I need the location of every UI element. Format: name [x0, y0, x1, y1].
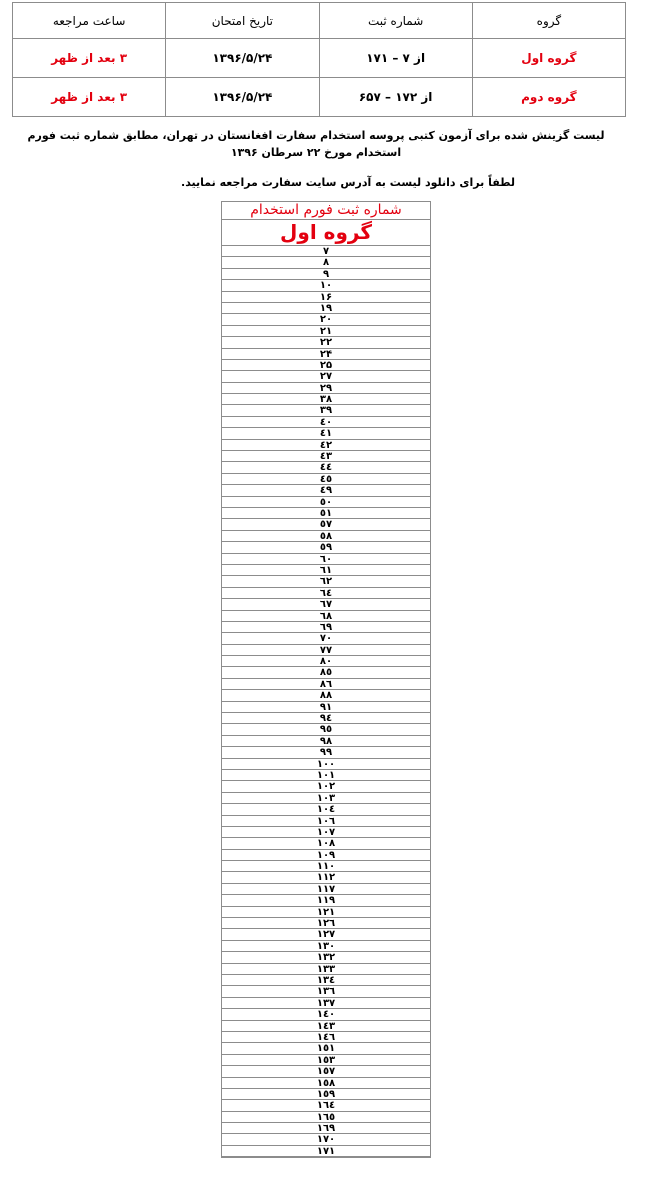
list-item: ۷۷ — [222, 645, 430, 656]
header-reg-number: شماره ثبت — [319, 3, 472, 39]
list-item: ۱٦٥ — [222, 1112, 430, 1123]
list-item: ۹۹ — [222, 747, 430, 758]
cell-time: ۳ بعد از ظهر — [13, 39, 166, 78]
list-item: ۲۲ — [222, 337, 430, 348]
list-item: ٥۹ — [222, 542, 430, 553]
cell-exam-date: ۱۳۹۶/۵/۲۴ — [166, 78, 319, 117]
list-item: ٦۹ — [222, 622, 430, 633]
list-item: ٤٤ — [222, 462, 430, 473]
list-item: ۱۳٦ — [222, 986, 430, 997]
list-item: ۹۸ — [222, 736, 430, 747]
list-item: ۳۹ — [222, 405, 430, 416]
list-item: ۱۳۳ — [222, 964, 430, 975]
list-item: ٤۳ — [222, 451, 430, 462]
list-item: ٥۱ — [222, 508, 430, 519]
list-item: ۱۷۰ — [222, 1134, 430, 1145]
cell-reg-number: از ۷ – ۱۷۱ — [319, 39, 472, 78]
list-item: ۹٥ — [222, 724, 430, 735]
registration-list — [221, 201, 431, 1158]
list-item: ۱۱۰ — [222, 861, 430, 872]
cell-group: گروه اول — [472, 39, 625, 78]
list-item: ۱۰٦ — [222, 816, 430, 827]
list-item: ٦۰ — [222, 554, 430, 565]
list-item: ٥۰ — [222, 497, 430, 508]
list-item: ۸۰ — [222, 656, 430, 667]
list-item: ۱٤۳ — [222, 1021, 430, 1032]
notice-text: لیست گزینش شده برای آزمون کتبی پروسه استخدام سفارت افغانستان در تهران، مطابق شماره ثبت فورم استخدام مورخ ۲۲ سرطان ۱۳۹۶ — [27, 129, 605, 159]
list-item: ۷ — [222, 246, 430, 257]
list-item: ۱۱۲ — [222, 872, 430, 883]
list-item: ۱۲٦ — [222, 918, 430, 929]
list-item: ۱۷۱ — [222, 1146, 430, 1157]
number-list — [221, 245, 431, 1158]
list-item: ۱۱۷ — [222, 884, 430, 895]
list-item: ٦۱ — [222, 565, 430, 576]
list-item: ٥۸ — [222, 531, 430, 542]
list-item: ۳۸ — [222, 394, 430, 405]
list-item: ۸٦ — [222, 679, 430, 690]
list-item: ۱٥۷ — [222, 1066, 430, 1077]
list-item: ٦٤ — [222, 588, 430, 599]
list-item: ۱۰۳ — [222, 793, 430, 804]
list-item: ۲۵ — [222, 360, 430, 371]
list-item: ۸ — [222, 257, 430, 268]
list-item: ٦۷ — [222, 599, 430, 610]
list-item: ۱۰٤ — [222, 804, 430, 815]
list-item: ۱۱۹ — [222, 895, 430, 906]
list-item: ۱٥۳ — [222, 1055, 430, 1066]
schedule-table — [12, 2, 626, 117]
list-item: ۱٥۹ — [222, 1089, 430, 1100]
list-item: ۱٥۱ — [222, 1043, 430, 1054]
table-row — [13, 39, 626, 78]
list-item: ۹۱ — [222, 702, 430, 713]
list-item: ۲۱ — [222, 326, 430, 337]
list-item: ۱۹ — [222, 303, 430, 314]
list-item: ۲۰ — [222, 314, 430, 325]
list-item: ٤۹ — [222, 485, 430, 496]
list-item: ۸٥ — [222, 667, 430, 678]
list-item: ۱۰۰ — [222, 759, 430, 770]
list-item: ۱۲۱ — [222, 907, 430, 918]
list-item: ۱٤٦ — [222, 1032, 430, 1043]
list-item: ٤۲ — [222, 440, 430, 451]
list-item: ۱۳۷ — [222, 998, 430, 1009]
cell-reg-number: از ۱۷۲ – ۶۵۷ — [319, 78, 472, 117]
list-item: ۱۰۸ — [222, 838, 430, 849]
list-item: ۸۸ — [222, 690, 430, 701]
list-item: ۱۰ — [222, 280, 430, 291]
list-item: ۲۷ — [222, 371, 430, 382]
list-header — [221, 201, 431, 245]
table-row — [13, 78, 626, 117]
list-item: ٤٥ — [222, 474, 430, 485]
download-notice: لطفاً برای دانلود لیست به آدرس سایت سفارت مراجعه نمایید. — [181, 176, 515, 189]
header-exam-date: تاریخ امتحان — [166, 3, 319, 39]
list-item: ٤۰ — [222, 417, 430, 428]
list-item: ۱٦۹ — [222, 1123, 430, 1134]
list-item: ۱۲۷ — [222, 929, 430, 940]
list-item: ۱۰۹ — [222, 850, 430, 861]
cell-time: ۳ بعد از ظهر — [13, 78, 166, 117]
list-item: ۷۰ — [222, 633, 430, 644]
list-item: ۱٥۸ — [222, 1078, 430, 1089]
list-group-title: گروه اول — [280, 220, 372, 244]
list-item: ۹ — [222, 269, 430, 280]
list-item: ۱۳۲ — [222, 952, 430, 963]
list-item: ۱٦٤ — [222, 1100, 430, 1111]
schedule-header-row — [13, 3, 626, 39]
list-item: ۲۹ — [222, 383, 430, 394]
list-item: ٦۸ — [222, 611, 430, 622]
list-item: ۲۴ — [222, 349, 430, 360]
list-item: ۱۳۰ — [222, 941, 430, 952]
list-item: ۱٤۰ — [222, 1009, 430, 1020]
cell-exam-date: ۱۳۹۶/۵/۲۴ — [166, 39, 319, 78]
cell-group: گروه دوم — [472, 78, 625, 117]
list-item: ۱۶ — [222, 292, 430, 303]
list-item: ۱۰۷ — [222, 827, 430, 838]
header-time: ساعت مراجعه — [13, 3, 166, 39]
header-group: گروه — [472, 3, 625, 39]
list-item: ٤۱ — [222, 428, 430, 439]
list-item: ۱۰۲ — [222, 781, 430, 792]
list-item: ۱۳٤ — [222, 975, 430, 986]
list-item: ٦۲ — [222, 576, 430, 587]
list-title: شماره ثبت فورم استخدام — [222, 202, 430, 220]
list-item: ۱۰۱ — [222, 770, 430, 781]
list-item: ۹٤ — [222, 713, 430, 724]
list-item: ٥۷ — [222, 519, 430, 530]
